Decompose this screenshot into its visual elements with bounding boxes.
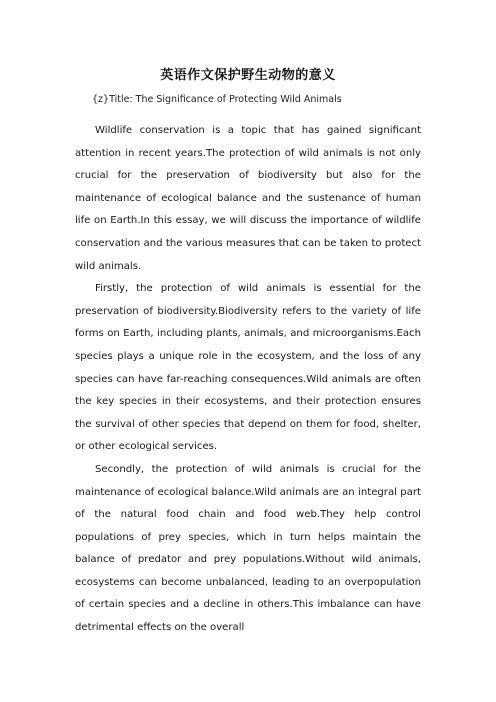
paragraph-2: Firstly, the protection of wild animals is essential for the preservation of biodiversity.Biodiversity refers to the variety of life forms on Earth, including plants, animals, and microorganisms.Each species plays a unique role in the ecosystem, and the loss of any species can have far-reaching consequences.Wild animals are often the key species in their ecosystems, and their protection ensures the survival of other species that depend on them for food, shelter, or other ecological services. [75, 283, 421, 453]
essay-body [75, 120, 421, 640]
document-title: 英语作文保护野生动物的意义 [160, 68, 336, 83]
paragraph-3: Secondly, the protection of wild animals is crucial for the maintenance of ecological balance.Wild animals are an integral part of the natural food chain and food web.They help control populations of prey species, which in turn helps maintain the balance of predator and prey populations.Without wild animals, ecosystems can become unbalanced, leading to an overpopulation of certain species and a decline in others.This imbalance can have detrimental effects on the overall [75, 463, 421, 634]
essay-title-line: {z}Title: The Significance of Protecting Wild Animals [92, 94, 342, 105]
paragraph-1: Wildlife conservation is a topic that has gained significant attention in recent years.The protection of wild animals is not only crucial for the preservation of biodiversity but also for the maintenance of ecological balance and the sustenance of human life on Earth.In this essay, we will discuss the importance of wildlife conservation and the various measures that can be taken to protect wild animals. [75, 125, 421, 272]
